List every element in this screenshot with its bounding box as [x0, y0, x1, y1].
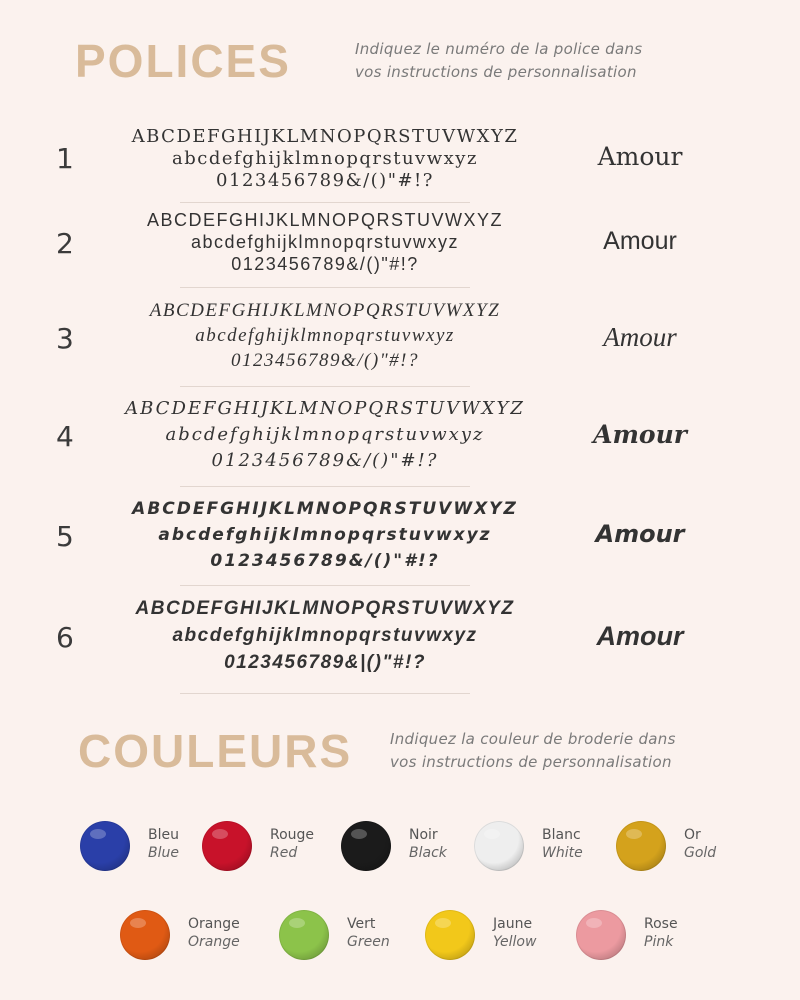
font-row-3 — [0, 298, 800, 390]
polices-instructions — [355, 38, 735, 84]
font-digits: 0123456789&/()"#!? — [231, 254, 419, 274]
color-swatch-or — [616, 821, 766, 881]
font-specimen — [110, 209, 540, 275]
font-row-1 — [0, 126, 800, 218]
divider — [180, 386, 470, 387]
font-specimen — [110, 595, 540, 676]
color-name-fr: Orange — [188, 916, 240, 932]
font-lowercase: abcdefghijklmnopqrstuvwxyz — [165, 424, 485, 445]
thread-spool-icon — [279, 910, 329, 960]
font-specimen — [110, 396, 540, 474]
color-swatch-rose — [576, 910, 726, 970]
divider — [180, 693, 470, 694]
font-number: 6 — [56, 621, 74, 654]
thread-spool-icon — [120, 910, 170, 960]
polices-note-line1: Indiquez le numéro de la police dans — [355, 40, 643, 58]
couleurs-title: COULEURS — [78, 725, 353, 777]
font-digits: 0123456789&/()"#!? — [210, 551, 440, 571]
color-name-fr: Rose — [644, 916, 678, 932]
font-digits: 0123456789&/()"#!? — [216, 170, 434, 191]
font-lowercase: abcdefghijklmnopqrstuvwxyz — [195, 325, 455, 346]
color-swatch-orange — [120, 910, 270, 970]
font-digits: 0123456789&|()"#!? — [224, 652, 426, 673]
color-swatch-noir — [341, 821, 491, 881]
couleurs-instructions — [390, 728, 750, 774]
color-name-fr: Bleu — [148, 827, 179, 843]
color-swatch-blanc — [474, 821, 624, 881]
font-row-6 — [0, 595, 800, 687]
thread-spool-icon — [616, 821, 666, 871]
font-lowercase: abcdefghijklmnopqrstuvwxyz — [172, 625, 478, 646]
couleurs-note-line1: Indiquez la couleur de broderie dans — [390, 730, 676, 748]
font-uppercase: ABCDEFGHIJKLMNOPQRSTUVWXYZ — [125, 398, 525, 419]
font-uppercase: ABCDEFGHIJKLMNOPQRSTUVWXYZ — [146, 210, 504, 230]
font-number: 5 — [56, 520, 74, 553]
color-name-fr: Noir — [409, 827, 438, 843]
font-uppercase: ABCDEFGHIJKLMNOPQRSTUVWXYZ — [132, 499, 518, 519]
font-uppercase: ABCDEFGHIJKLMNOPQRSTUVWXYZ — [149, 300, 501, 321]
color-swatch-rouge — [202, 821, 352, 881]
font-sample: Amour — [596, 621, 684, 651]
color-name-fr: Jaune — [493, 916, 533, 932]
color-name-en: Red — [270, 845, 298, 861]
font-row-5 — [0, 496, 800, 588]
font-lowercase: abcdefghijklmnopqrstuvwxyz — [190, 232, 460, 252]
color-name-en: Pink — [644, 934, 674, 950]
font-sample: Amour — [597, 142, 683, 171]
divider — [180, 486, 470, 487]
thread-spool-icon — [474, 821, 524, 871]
thread-spool-icon — [341, 821, 391, 871]
color-name-en: Black — [409, 845, 447, 861]
color-name-en: Blue — [148, 845, 179, 861]
color-name-en: Green — [347, 934, 390, 950]
font-number: 1 — [56, 142, 74, 175]
font-row-4 — [0, 396, 800, 488]
font-specimen — [110, 496, 540, 574]
font-sample: Amour — [593, 420, 687, 449]
font-uppercase: ABCDEFGHIJKLMNOPQRSTUVWXYZ — [131, 126, 519, 147]
divider — [180, 585, 470, 586]
thread-spool-icon — [202, 821, 252, 871]
font-number: 4 — [56, 420, 74, 453]
color-name-fr: Vert — [347, 916, 376, 932]
font-digits: 0123456789&/()"#!? — [211, 450, 439, 471]
divider — [180, 202, 470, 203]
font-sample: Amour — [603, 227, 677, 255]
color-name-en: White — [542, 845, 583, 861]
font-lowercase: abcdefghijklmnopqrstuvwxyz — [158, 525, 492, 545]
divider — [180, 287, 470, 288]
color-name-en: Gold — [684, 845, 717, 861]
font-number: 3 — [56, 322, 74, 355]
color-swatch-jaune — [425, 910, 575, 970]
font-uppercase: ABCDEFGHIJKLMNOPQRSTUVWXYZ — [135, 598, 515, 619]
polices-title: POLICES — [75, 35, 291, 87]
color-name-fr: Or — [684, 827, 701, 843]
color-swatch-vert — [279, 910, 429, 970]
font-specimen — [110, 298, 540, 373]
font-sample: Amour — [595, 520, 685, 548]
font-sample: Amour — [603, 322, 677, 352]
color-name-en: Orange — [188, 934, 240, 950]
polices-note-line2: vos instructions de personnalisation — [355, 63, 637, 81]
color-name-fr: Rouge — [270, 827, 315, 843]
font-number: 2 — [56, 227, 74, 260]
thread-spool-icon — [425, 910, 475, 960]
font-lowercase: abcdefghijklmnopqrstuvwxyz — [172, 148, 478, 169]
thread-spool-icon — [80, 821, 130, 871]
thread-spool-icon — [576, 910, 626, 960]
couleurs-note-line2: vos instructions de personnalisation — [390, 753, 672, 771]
color-name-fr: Blanc — [542, 827, 581, 843]
font-digits: 0123456789&/()"#!? — [230, 350, 420, 371]
font-specimen — [110, 126, 540, 192]
color-name-en: Yellow — [493, 934, 537, 950]
